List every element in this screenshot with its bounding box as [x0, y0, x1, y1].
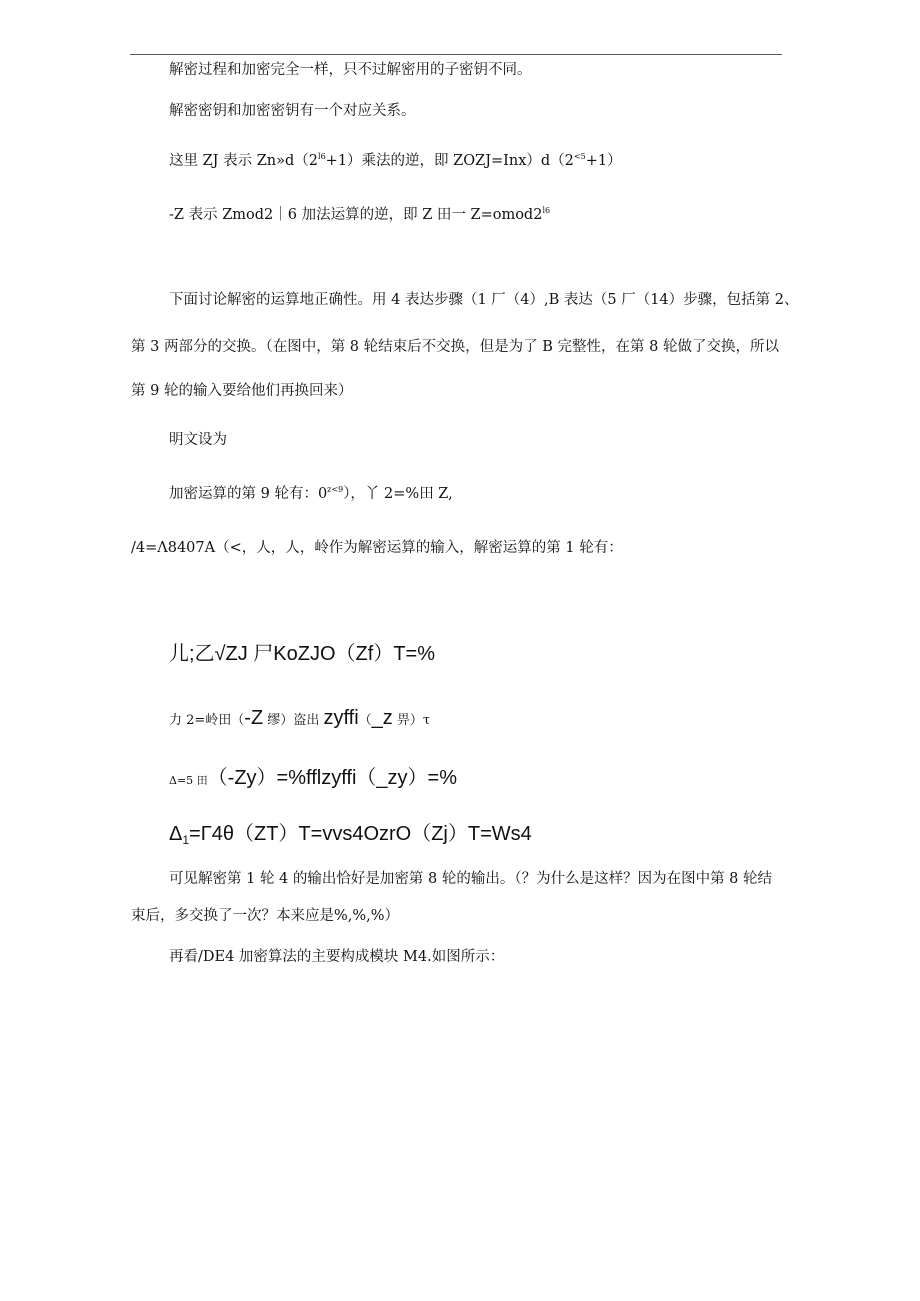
inverse-mul-text-a: 这里 ZJ 表示 Zn»d（2 [169, 153, 319, 169]
paragraph-decrypt-process: 解密过程和加密完全一样，只不过解密用的子密钥不同。 [169, 62, 532, 78]
paragraph-module-intro: 再看/DE4 加密算法的主要构成模块 M4.如图所示： [169, 949, 505, 965]
paragraph-conclusion-line-1: 可见解密第 1 轮 4 的输出恰好是加密第 8 轮的输出。（？为什么是这样？因为在图中第 8 轮结 [169, 871, 773, 887]
paragraph-plaintext-label: 明文设为 [169, 432, 227, 448]
inverse-mul-sup-b: <5 [573, 152, 586, 161]
eq2-part-d: zyffi [323, 707, 359, 729]
eq3-part-a: Δ=5 田 [169, 774, 208, 787]
inverse-mul-text-b: +1）乘法的逆，即 ZOZJ=Inx）d（2 [325, 153, 574, 169]
round9-text-b: ），丫 2=%田 Z, [343, 486, 453, 502]
paragraph-discussion-line-1: 下面讨论解密的运算地正确性。用 4 表达步骤（1 厂（4）,B 表达（5 厂（14）步骤，包括第 2、 [169, 292, 799, 308]
eq2-part-e: （ [358, 713, 372, 728]
paragraph-inverse-addition [169, 201, 550, 225]
paragraph-round-9 [169, 480, 453, 504]
equation-4 [169, 821, 532, 853]
equation-1: 儿;乙√ZJ 尸KoZJO（Zf）T=% [169, 643, 435, 665]
paragraph-inverse-multiplication [169, 147, 622, 171]
eq4-delta: Δ [169, 823, 183, 845]
eq4-subscript: 1 [182, 833, 190, 847]
equation-3 [169, 765, 457, 794]
round9-text-a: 加密运算的第 9 轮有：0 [169, 486, 328, 502]
eq3-part-b: （-Zy）=%fflzyffi（_zy）=% [207, 767, 457, 789]
paragraph-key-relation: 解密密钥和加密密钥有一个对应关系。 [169, 103, 416, 119]
inverse-mul-text-c: +1） [585, 153, 622, 169]
paragraph-discussion-line-2: 第 3 两部分的交换。（在图中，第 8 轮结束后不交换，但是为了 B 完整性，在第 8 轮做了交换，所以 [131, 339, 779, 355]
eq2-part-b: -Z [244, 707, 264, 729]
inverse-add-text: -Z 表示 Zmod2｜6 加法运算的逆，即 Z 田一 Z=omod2 [169, 207, 543, 223]
eq4-rest: =Γ4θ（ZT）T=vvs4OzrO（Zj）T=Ws4 [189, 823, 532, 845]
paragraph-conclusion-line-2: 束后，多交换了一次？本来应是%,%,%） [131, 908, 400, 924]
equation-2 [169, 705, 430, 734]
eq2-part-a: 力 2=岭田（ [169, 713, 245, 728]
eq2-part-f: _z [371, 707, 393, 729]
paragraph-discussion-line-3: 第 9 轮的输入要给他们再换回来） [131, 383, 353, 399]
eq2-part-g: 畀）τ [392, 713, 431, 728]
paragraph-decrypt-input: /4=Λ8407A（<，人，人，岭作为解密运算的输入，解密运算的第 1 轮有： [131, 540, 623, 556]
inverse-mul-sup-a: l6 [318, 152, 326, 161]
inverse-add-sup: l6 [542, 206, 551, 215]
round9-sup: z<9 [327, 485, 344, 494]
eq2-part-c: 缪）盗出 [263, 713, 324, 728]
header-rule [130, 54, 782, 55]
